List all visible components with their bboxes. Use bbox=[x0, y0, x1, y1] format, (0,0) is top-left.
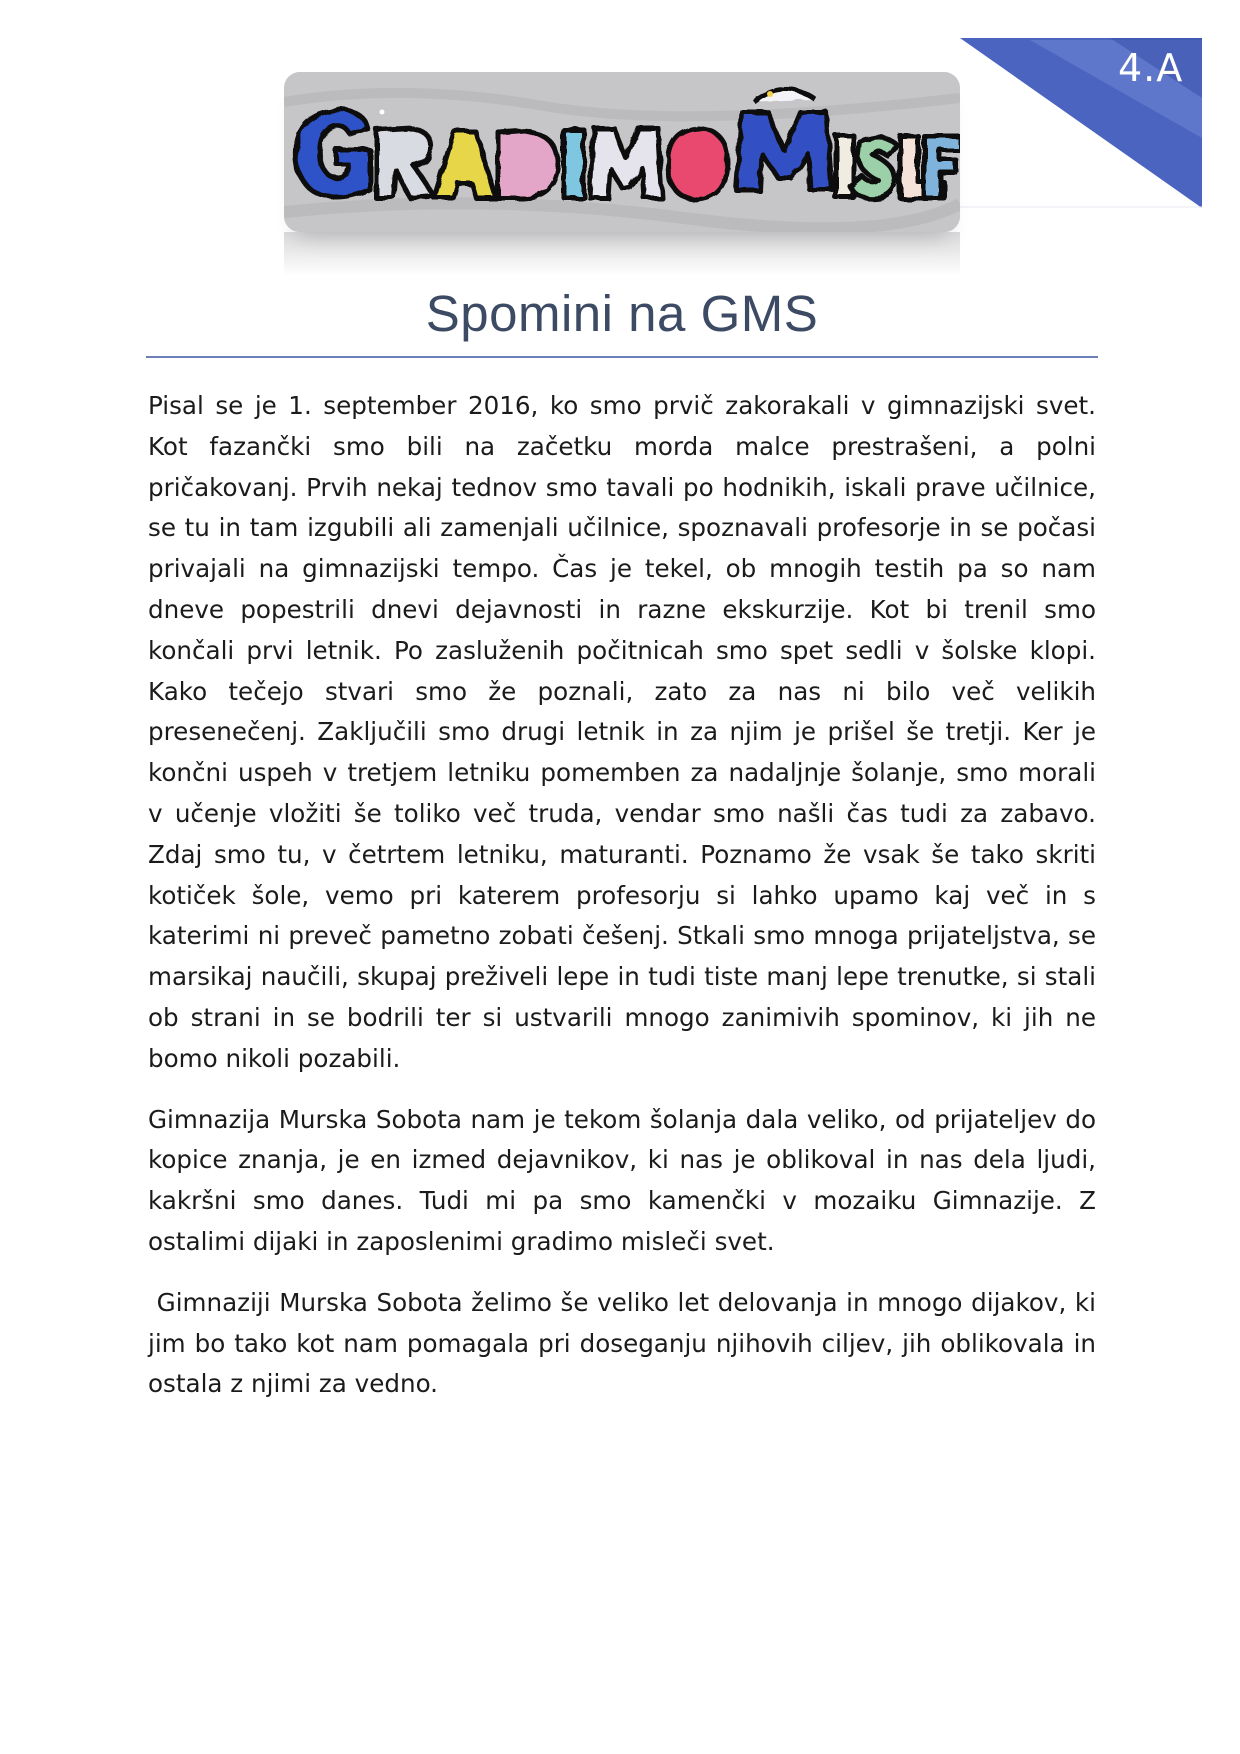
banner-reflection bbox=[284, 232, 960, 276]
paragraph: Gimnazija Murska Sobota nam je tekom šolanja dala veliko, od prijateljev do kopice znanja, je en izmed dejavnikov, ki nas je oblikoval in nas dela ljudi, kakršni smo danes. Tudi mi pa smo kamenčki v mozaiku Gimnazije. Z ostalimi dijaki in zaposlenimi gradimo misleči svet. bbox=[148, 1104, 1096, 1256]
graffiti-banner bbox=[284, 72, 960, 232]
article-body bbox=[148, 386, 1104, 1425]
paragraph: Gimnaziji Murska Sobota želimo še veliko let delovanja in mnogo dijakov, ki jim bo tako kot nam pomagala pri doseganju njihovih ciljev, jih oblikovala in ostala z njimi za vedno. bbox=[148, 1287, 1104, 1399]
class-label: 4.A bbox=[1118, 46, 1184, 90]
paragraph: Pisal se je 1. september 2016, ko smo prvič zakorakali v gimnazijski svet. Kot fazančki smo bili na začetku morda malce prestrašeni, a polni pričakovanj. Prvih nekaj tednov smo tavali po hodnikih, iskali prave učilnice, se tu in tam izgubili ali zamenjali učilnice, spoznavali profesorje in se počasi privajali na gimnazijski tempo. Čas je tekel, ob mnogih testih pa so nam dneve popestrili dnevi dejavnosti in razne ekskurzije. Kot bi trenil smo končali prvi letnik. Po zasluženih počitnicah smo spet sedli v šolske klopi. Kako tečejo stvari smo že poznali, zato za nas ni bilo več velikih presenečenj. Zaključili smo drugi letnik in za njim je prišel še tretji. Ker je končni uspeh v tretjem letniku pomemben za nadaljnje šolanje, smo morali v učenje vložiti še toliko več truda, vendar smo našli čas tudi za zabavo. Zdaj smo tu, v četrtem letniku, maturanti. Poznamo že vsak še tako skriti kotiček šole, vemo pri katerem profesorju si lahko upamo kaj več in s katerimi ni preveč pametno zobati češenj. Stkali smo mnoga prijateljstva, se marsikaj naučili, skupaj preživeli lepe in tudi tiste manj lepe trenutke, si stali ob strani in se bodrili ter si ustvarili mnogo zanimivih spominov, ki jih ne bomo nikoli pozabili. bbox=[148, 391, 1096, 1073]
page-title: Spomini na GMS bbox=[425, 285, 819, 342]
title-divider bbox=[146, 356, 1098, 358]
graffiti-artwork bbox=[284, 72, 960, 232]
